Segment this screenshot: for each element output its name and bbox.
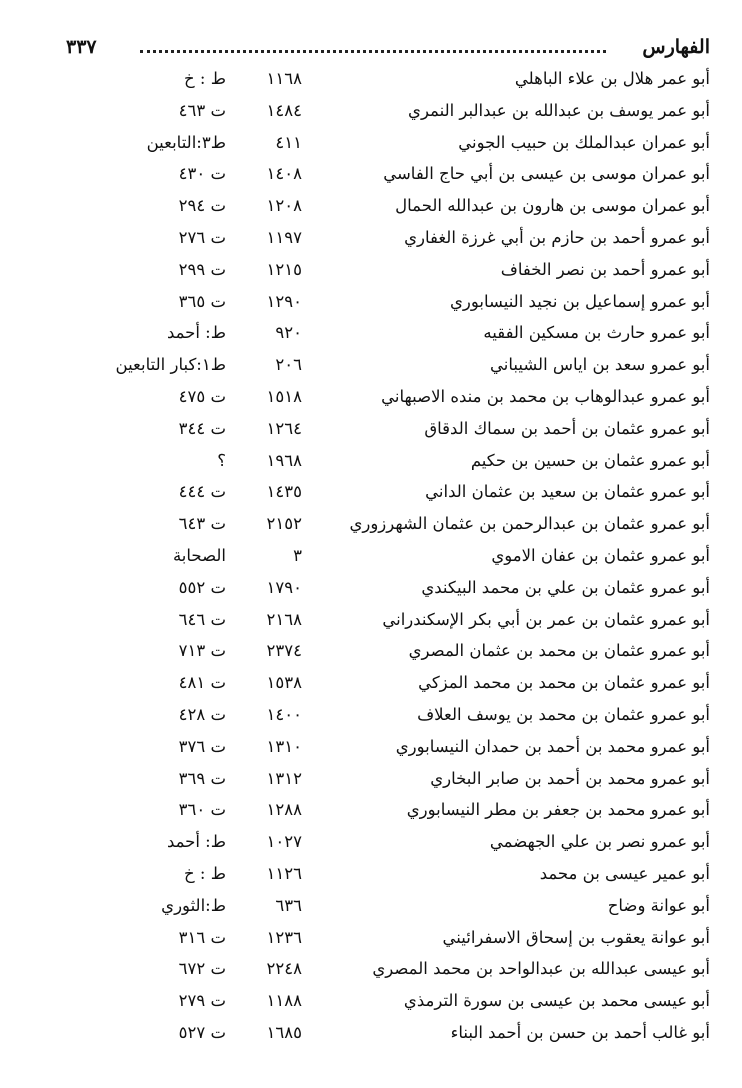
entry-name: أبو عمرو حارث بن مسكين الفقيه [483, 323, 710, 343]
entry-name: أبو عمرو عثمان بن محمد بن يوسف العلاف [417, 704, 710, 724]
entry-number: ١٣١٢ [266, 768, 302, 788]
entry-reference: ت ٢٩٩ [178, 259, 226, 279]
entry-reference: ت ٥٢٧ [178, 1022, 226, 1042]
entry-number: ٢٠٦ [275, 355, 302, 375]
entry-reference: ت ٢٩٤ [178, 196, 226, 216]
entry-reference: ت ٤٣٠ [178, 164, 226, 184]
index-entry [0, 764, 742, 796]
entry-reference: ط : خ [184, 863, 226, 883]
entry-number: ١٥٣٨ [266, 673, 302, 693]
entry-name: أبو غالب أحمد بن حسن بن أحمد البناء [450, 1022, 710, 1042]
entry-name: أبو عمران موسى بن هارون بن عبدالله الحمال [395, 196, 710, 216]
index-entry [0, 382, 742, 414]
entry-name: أبو عمرو عثمان بن حسين بن حكيم [470, 450, 710, 470]
entry-number: ٢٢٤٨ [266, 959, 302, 979]
index-entry [0, 891, 742, 923]
entry-name: أبو عمرو عثمان بن علي بن محمد البيكندي [421, 577, 710, 597]
entry-name: أبو عمرو سعد بن اياس الشيباني [490, 355, 710, 375]
entry-reference: ت ٦٧٢ [178, 959, 226, 979]
entry-number: ١٢٦٤ [266, 418, 302, 438]
index-entry [0, 223, 742, 255]
entry-name: أبو عمران موسى بن عيسى بن أبي حاج الفاسي [383, 164, 710, 184]
index-entry [0, 159, 742, 191]
entry-number: ٢٣٧٤ [266, 641, 302, 661]
entry-reference: ط:الثوري [161, 895, 226, 915]
entry-number: ١٤٣٥ [266, 482, 302, 502]
index-entry [0, 318, 742, 350]
page-number: ٣٣٧ [66, 36, 97, 58]
entry-name: أبو عمران عبدالملك بن حبيب الجوني [458, 132, 710, 152]
index-entry [0, 954, 742, 986]
index-entry [0, 509, 742, 541]
entry-number: ١٢٣٦ [266, 927, 302, 947]
index-entry [0, 732, 742, 764]
entry-number: ١٤٠٨ [266, 164, 302, 184]
entry-name: أبو عوانة وضاح [607, 895, 710, 915]
entry-name: أبو عمرو أحمد بن نصر الخفاف [500, 259, 710, 279]
entry-reference: ط: أحمد [166, 832, 226, 852]
index-entry [0, 477, 742, 509]
entry-reference: ط٣:التابعين [146, 132, 226, 152]
entry-name: أبو عمر هلال بن علاء الباهلي [514, 69, 710, 88]
entry-reference: ط: أحمد [166, 323, 226, 343]
entry-name: أبو عمرو نصر بن علي الجهضمي [489, 832, 710, 852]
entry-name: أبو عمرو عثمان بن محمد بن محمد المزكي [418, 673, 710, 693]
entry-number: ١١٦٨ [266, 69, 302, 88]
index-entry [0, 636, 742, 668]
index-entry [0, 1018, 742, 1050]
index-entry [0, 414, 742, 446]
page-title: الفهارس [642, 36, 710, 58]
entry-name: أبو عيسى عبدالله بن عبدالواحد بن محمد المصري [372, 959, 710, 979]
index-entry [0, 541, 742, 573]
entry-number: ١٢٨٨ [266, 800, 302, 820]
index-entries [0, 64, 742, 1050]
entry-number: ١٧٩٠ [266, 577, 302, 597]
entry-reference: ت ٤٦٣ [178, 100, 226, 120]
entry-number: ١٣١٠ [266, 736, 302, 756]
entry-number: ١٢٩٠ [266, 291, 302, 311]
entry-number: ١٥١٨ [266, 386, 302, 406]
entry-reference: ت ٤٧٥ [178, 386, 226, 406]
entry-reference: ؟ [217, 450, 226, 470]
entry-reference: ت ٢٧٦ [178, 227, 226, 247]
entry-number: ١٤٠٠ [266, 704, 302, 724]
entry-name: أبو عيسى محمد بن عيسى بن سورة الترمذي [403, 991, 710, 1011]
dotted-leader [140, 50, 606, 53]
entry-number: ١٤٨٤ [266, 100, 302, 120]
entry-name: أبو عمرو عثمان بن عمر بن أبي بكر الإسكندراني [382, 609, 710, 629]
entry-name: أبو عمرو عثمان بن عفان الاموي [491, 545, 710, 565]
entry-reference: ت ٦٤٦ [178, 609, 226, 629]
entry-reference: الصحابة [172, 545, 226, 565]
entry-reference: ت ٤٨١ [178, 673, 226, 693]
entry-reference: ط١:كبار التابعين [115, 355, 226, 375]
entry-number: ٣ [293, 545, 302, 565]
entry-number: ٤١١ [275, 132, 302, 152]
index-entry [0, 668, 742, 700]
index-entry [0, 573, 742, 605]
entry-name: أبو عمرو عبدالوهاب بن محمد بن منده الاصبهاني [381, 386, 710, 406]
index-entry [0, 191, 742, 223]
entry-reference: ت ٣١٦ [178, 927, 226, 947]
index-entry [0, 255, 742, 287]
entry-reference: ت ٣٦٠ [178, 800, 226, 820]
index-entry [0, 446, 742, 478]
entry-name: أبو عمرو عثمان بن محمد بن عثمان المصري [408, 641, 710, 661]
entry-reference: ت ٢٧٩ [178, 991, 226, 1011]
index-entry [0, 700, 742, 732]
entry-number: ٦٣٦ [275, 895, 302, 915]
entry-reference: ت ٤٢٨ [178, 704, 226, 724]
entry-name: أبو عمر يوسف بن عبدالله بن عبدالبر النمري [408, 100, 710, 120]
entry-number: ١٩٦٨ [266, 450, 302, 470]
entry-reference: ت ٣٦٩ [178, 768, 226, 788]
entry-name: أبو عمرو محمد بن جعفر بن مطر النيسابوري [406, 800, 710, 820]
entry-number: ١١٨٨ [266, 991, 302, 1011]
entry-number: ١١٢٦ [266, 863, 302, 883]
page-header [66, 36, 710, 64]
index-entry [0, 827, 742, 859]
entry-reference: ت ٧١٣ [178, 641, 226, 661]
entry-reference: ت ٣٦٥ [178, 291, 226, 311]
index-entry [0, 859, 742, 891]
index-entry [0, 287, 742, 319]
entry-number: ٢١٦٨ [266, 609, 302, 629]
index-entry [0, 923, 742, 955]
entry-number: ١٢١٥ [266, 259, 302, 279]
entry-number: ١١٩٧ [266, 227, 302, 247]
entry-name: أبو عوانة يعقوب بن إسحاق الاسفرائيني [442, 927, 710, 947]
entry-number: ١٦٨٥ [266, 1022, 302, 1042]
entry-reference: ت ٣٧٦ [178, 736, 226, 756]
index-entry [0, 350, 742, 382]
entry-name: أبو عمرو عثمان بن عبدالرحمن بن عثمان الشهرزوري [349, 514, 710, 534]
entry-name: أبو عمرو محمد بن أحمد بن صابر البخاري [430, 768, 710, 788]
entry-reference: ت ٣٤٤ [178, 418, 226, 438]
entry-number: ٢١٥٢ [266, 514, 302, 534]
entry-name: أبو عمرو عثمان بن أحمد بن سماك الدقاق [424, 418, 710, 438]
entry-name: أبو عمرو أحمد بن حازم بن أبي غرزة الغفاري [404, 227, 710, 247]
entry-name: أبو عمرو إسماعيل بن نجيد النيسابوري [449, 291, 710, 311]
index-entry [0, 96, 742, 128]
entry-reference: ت ٦٤٣ [178, 514, 226, 534]
entry-reference: ت ٥٥٢ [178, 577, 226, 597]
index-entry [0, 986, 742, 1018]
entry-name: أبو عمير عيسى بن محمد [539, 863, 710, 883]
entry-reference: ت ٤٤٤ [178, 482, 226, 502]
entry-number: ١٢٠٨ [266, 196, 302, 216]
entry-number: ١٠٢٧ [266, 832, 302, 852]
index-entry [0, 128, 742, 160]
index-entry [0, 605, 742, 637]
entry-number: ٩٢٠ [275, 323, 302, 343]
entry-reference: ط : خ [184, 69, 226, 88]
entry-name: أبو عمرو محمد بن أحمد بن حمدان النيسابوري [395, 736, 710, 756]
entry-name: أبو عمرو عثمان بن سعيد بن عثمان الداني [425, 482, 710, 502]
index-entry [0, 795, 742, 827]
index-entry [0, 64, 742, 96]
